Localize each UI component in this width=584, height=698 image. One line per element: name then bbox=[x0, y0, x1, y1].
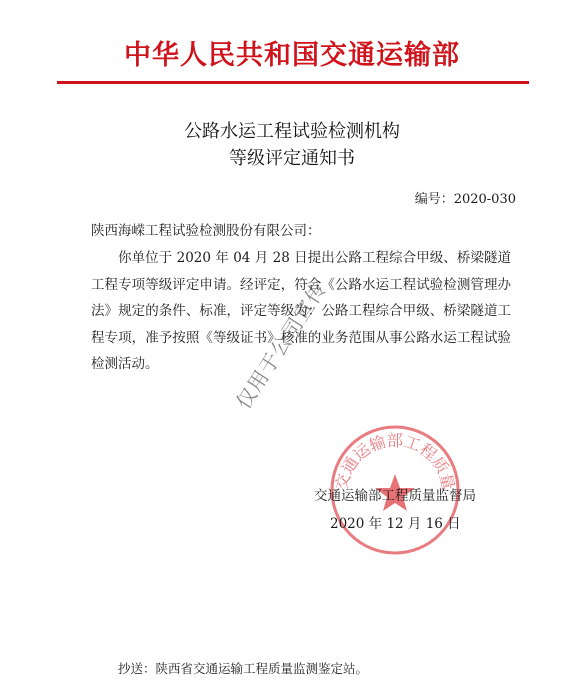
notice-title-line2: 等级评定通知书 bbox=[229, 148, 355, 169]
document-number: 编号：2020-030 bbox=[414, 192, 516, 207]
ministry-masthead: 中华人民共和国交通运输部 bbox=[124, 40, 460, 71]
addressee: 陕西海嵘工程试验检测股份有限公司： bbox=[91, 223, 321, 239]
masthead-divider bbox=[57, 81, 529, 84]
notice-body-text: 你单位于 2020 年 04 月 28 日提出公路工程综合甲级、桥梁隧道工程专项等级评定申请。经评定，符合《公路水运工程试验检测管理办法》规定的条件、标准，评定等级为：公路工程综合甲级、桥梁隧道工程专项，准予按照《等级证书》核准的业务范围从事公路水运工程试验检测活动。 bbox=[91, 250, 511, 372]
issuing-authority: 交通运输部工程质量监督局 bbox=[314, 488, 476, 504]
issue-date: 2020 年 12 月 16 日 bbox=[330, 516, 461, 532]
carbon-copy: 抄送：陕西省交通运输工程质量监测鉴定站。 bbox=[118, 661, 369, 676]
usage-watermark: 仅用于公司宣传 bbox=[231, 277, 332, 414]
seal-text: 交通运输部工程质量 bbox=[331, 431, 459, 492]
notice-title-line1: 公路水运工程试验检测机构 bbox=[184, 121, 400, 142]
